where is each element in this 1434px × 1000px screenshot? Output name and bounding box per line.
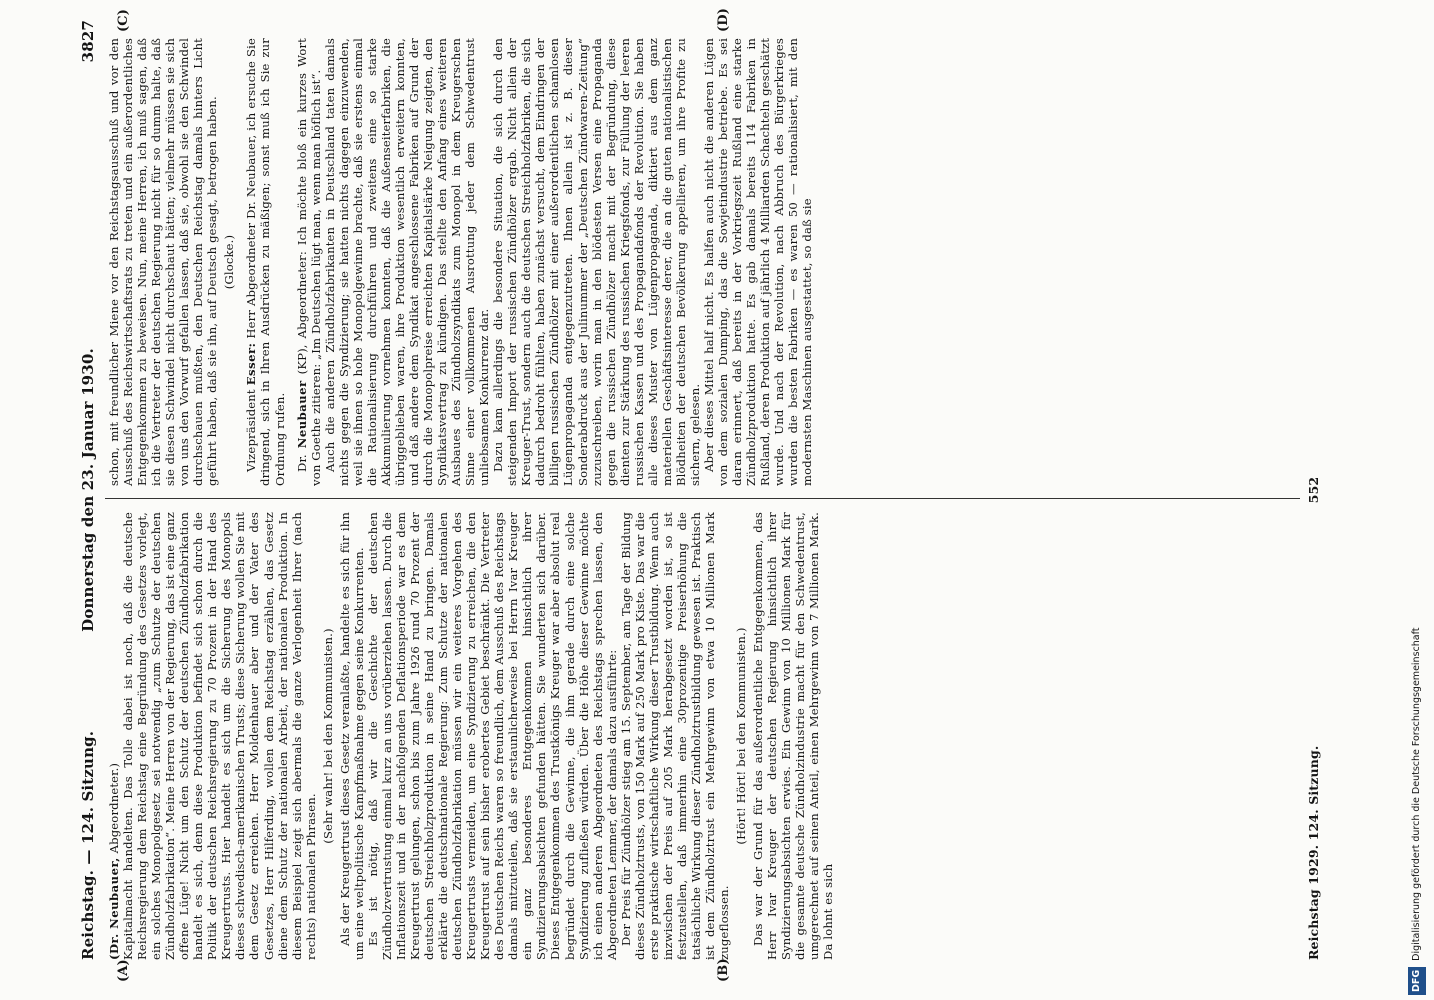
right-column xyxy=(107,38,1297,486)
interjection: (Glocke.) xyxy=(222,234,237,290)
header-left: Reichstag. — 124. Sitzung. xyxy=(79,730,97,960)
speaker-title: Vizepräsident xyxy=(244,385,259,472)
speaker-paragraph xyxy=(295,38,323,486)
speaker-name: Neubauer xyxy=(294,380,309,449)
rotated-page-content xyxy=(77,7,1377,982)
margin-marker-c: (C) xyxy=(116,8,131,32)
margin-marker-a: (A) xyxy=(116,959,131,982)
margin-marker-b: (B) xyxy=(716,958,731,982)
speech-text: (KP), Abgeordneter: Ich möchte bloß ein kurzes Wort von Goethe zitieren: „Im Deutschen lügt man, wenn man höflich ist“. xyxy=(294,38,323,486)
quotation: Der Preis für Zündhölzer stieg am 15. September, am Tage der Bildung dieses Zündholztrusts, von 150 Mark auf 250 Mark pro Kiste. Das war die erste praktische wirtschaftliche Wirkung dieser Trustbildung. Wenn auch inzwischen der Preis auf 205 Mark herabgesetzt worden ist, so ist festzustellen, daß immerhin eine 30prozentige Preiserhöhung die tatsächliche Wirkung dieser Zündholztrustbildung gewesen ist. Praktisch ist dem Zündholztrust ein Mehrgewinn von etwa 10 Millionen Mark zugeflossen. xyxy=(618,512,732,960)
margin-marker-d: (D) xyxy=(716,7,731,32)
left-column xyxy=(107,512,1297,960)
digitization-credit xyxy=(1408,5,1426,995)
paragraph: Kapitalmacht handelten. Das Tolle dabei ist noch, daß die deutsche Reichsregierung dem Reichstag eine Begründung des Gesetzes vorlegt, ein solches Monopolgesetz sei notwendig „zum Schutze der deutschen Zündholzfabrikation“. Meine Herren von der Regierung, das ist eine ganz offene Lüge! Nicht um den Schutz der deutschen Zündholzfabrikation handelt es sich, denn diese Produktion befindet sich schon durch die Politik der deutschen Reichsregierung zu 70 Prozent in der Hand des Kreugertrusts. Hier handelt es sich um die Sicherung des Monopols dieses schwedisch-amerikanischen Trusts; diese Sicherung wollen Sie mit dem Gesetz erreichen. Herr Moldenhauer aber und der Vater des Gesetzes, Herr Hilferding, wollen dem Reichstag erzählen, das Gesetz diene dem Schutz der nationalen Arbeit, der nationalen Produktion. In diesem Beispiel zeigt sich abermals die ganze Verlogenheit Ihrer (nach rechts) nationalen Phrasen. xyxy=(121,512,318,960)
paragraph: Aber dieses Mittel half nicht. Es halfen auch nicht die anderen Lügen von dem sozialen Dumping, das die Sowjetindustrie betriebe. Es sei daran erinnert, daß bereits in der Vorkriegszeit Rußland eine starke Zündholzproduktion hatte. Es gab damals bereits 114 Fabriken in Rußland, deren Produktion auf jährlich 4 Milliarden Schachteln geschätzt wurde. Und nach der Revolution, nach Abbruch des Bürgerkrieges wurden die besten Fabriken — es waren 50 — rationalisiert, mit den modernsten Maschinen ausgestattet, so daß sie xyxy=(701,38,815,486)
paragraph: Auch die anderen Zündholzfabrikanten in Deutschland taten damals nichts gegen die Syndizierung; sie hatten nichts dagegen einzuwenden, weil sie ihnen so hohe Monopolgewinne brachte, daß sie erstens einmal die Rationalisierung durchführen und zweitens eine so starke Akkumulierung vornehmen konnten, daß die Außenseiterfabriken, die übriggeblieben waren, ihre Produktion wesentlich erweitern konnten, und daß andere dem Syndikat angeschlossene Fabriken auf Grund der durch die Monopolpreise erreichten Kapitalstärke Neigung zeigten, den Syndikatsvertrag zu kündigen. Das stellte den Anfang eines weiteren Ausbaues des Zündholzsyndikats zum Monopol in dem Kreugerschen Sinne einer vollkommenen Ausrottung jeder dem Schwedentrust unliebsamen Konkurrenz dar. xyxy=(322,38,492,486)
footer-left: Reichstag 1929. 124. Sitzung. xyxy=(1306,745,1321,960)
paragraph: schon, mit freundlicher Miene vor den Reichstagsausschuß und vor den Ausschuß des Reichswirtschaftsrats zu treten und ein außerordentliches Entgegenkommen zu beweisen. Nun, meine Herren, ich muß sagen, daß ich die Vertreter der deutschen Regierung nicht für so dumm halte, daß sie diesen Schwindel nicht durchschaut hätten; vielmehr müssen sie sich von uns den Vorwurf gefallen lassen, daß sie, obwohl sie den Schwindel durchschauen mußten, den Deutschen Reichstag damals hinters Licht geführt haben, daß sie ihn, auf Deutsch gesagt, betrogen haben. xyxy=(107,38,220,486)
interjection: (Hört! Hört! bei den Kommunisten.) xyxy=(734,627,749,845)
speech-text: Herr Abgeordneter Dr. Neubauer, ich ersuche Sie dringend, sich in Ihren Ausdrücken zu mäßigen; sonst muß ich Sie zur Ordnung rufen. xyxy=(244,38,287,486)
interjection: (Sehr wahr! bei den Kommunisten.) xyxy=(320,628,335,844)
page-footer xyxy=(1307,20,1329,960)
paragraph: Es ist nötig, daß wir die Geschichte der deutschen Zündholzvertrustung einmal kurz an uns vorüberziehen lassen. Durch die Inflationszeit und in der nachfolgenden Deflationsperiode war es dem Kreugertrust gelungen, schon bis zum Jahre 1926 rund 70 Prozent der deutschen Streichholzproduktion in seine Hand zu bringen. Damals erklärte die deutschnationale Regierung: Zum Schutze der nationalen deutschen Zündholzfabrikation müssen wir ein weiteres Vorgehen des Kreugertrusts vermeiden, um eine Syndizierung zu erreichen, die den Kreugertrust auf sein bisher erobertes Gebiet beschränkt. Die Vertreter des Deutschen Reichs waren so freundlich, dem Ausschuß des Reichstags damals mitzuteilen, daß sie erstaunlicherweise bei Herrn Ivar Kreuger ein ganz besonderes Entgegenkommen hinsichtlich ihrer Syndizierungsabsichten gefunden hätten. Sie wunderten sich darüber. Dieses Entgegenkommen des Trustkönigs Kreuger war aber absolut real begründet durch die Gewinne, die ihm gerade durch eine solche Syndizierung zufließen würden. Über die Höhe dieser Gewinne möchte ich einen anderen Abgeordneten des Reichstags sprechen lassen, den Abgeordneten Lemmer, der damals dazu ausführte: xyxy=(365,512,619,960)
column-divider xyxy=(105,498,1300,499)
dfg-logo: DFG xyxy=(1408,967,1426,995)
footer-page-number: 552 xyxy=(1306,476,1321,504)
speaker-name: Esser: xyxy=(244,342,259,386)
speaker-name: (Dr. Neubauer, xyxy=(107,857,121,960)
paragraph: Als der Kreugertrust dieses Gesetz veranlaßte, handelte es sich für ihn um eine weltpolitische Kampfmaßnahme gegen seine Konkurrenten. xyxy=(337,512,366,960)
page-number: 3827 xyxy=(79,20,97,63)
speaker-role: Abgeordneter.) xyxy=(107,762,121,858)
credit-text: Digitalisierung gefördert durch die Deutsche Forschungsgemeinschaft xyxy=(1411,627,1422,961)
speaker-title: Dr. xyxy=(294,448,309,472)
paragraph: Dazu kam allerdings die besondere Situation, die sich durch den steigenden Import der russischen Zündhölzer ergab. Nicht allein der Kreuger-Trust, sondern auch die deutschen Streichholzfabriken, die sich dadurch bedroht fühlten, haben zunächst versucht, dem Eindringen der billigen russischen Zündhölzer mit einer außerordentlichen schamlosen Lügenpropaganda entgegenzutreten. Ihnen allein ist z. B. dieser Sonderabdruck aus der Julinummer der „Deutschen Zündwaren-Zeitung“ zuzuschreiben, worin man in den blödesten Versen eine Propaganda gegen die russischen Zündhölzer macht mit der Begründung, diese dienten zur Stärkung des russischen Kriegsfonds, zur Füllung der leeren russischen Kassen und des Propagandafonds der Revolution. Sie haben alle dieses Muster von Lügenpropaganda, diktiert aus dem ganz materiellen Geschäftsinteresse derer, die an die guten nationalistischen Blödheiten der deutschen Bevölkerung appellieren, um ihre Profite zu sichern, gelesen. xyxy=(491,38,702,486)
page-header xyxy=(77,20,99,960)
speaker-paragraph xyxy=(244,38,286,486)
paragraph: Das war der Grund für das außerordentliche Entgegenkommen, das Herr Ivar Kreuger der deutschen Regierung hinsichtlich ihrer Syndizierungsabsichten erwies. Ein Gewinn von 10 Millionen Mark für die gesamte deutsche Zündholzindustrie macht für den Schwedentrust, umgerechnet auf seinen Anteil, einen Mehrgewinn von 7 Millionen Mark. Da lohnt es sich xyxy=(751,512,836,960)
header-date: Donnerstag den 23. Januar 1930. xyxy=(79,348,97,632)
speaker-line xyxy=(107,512,121,960)
